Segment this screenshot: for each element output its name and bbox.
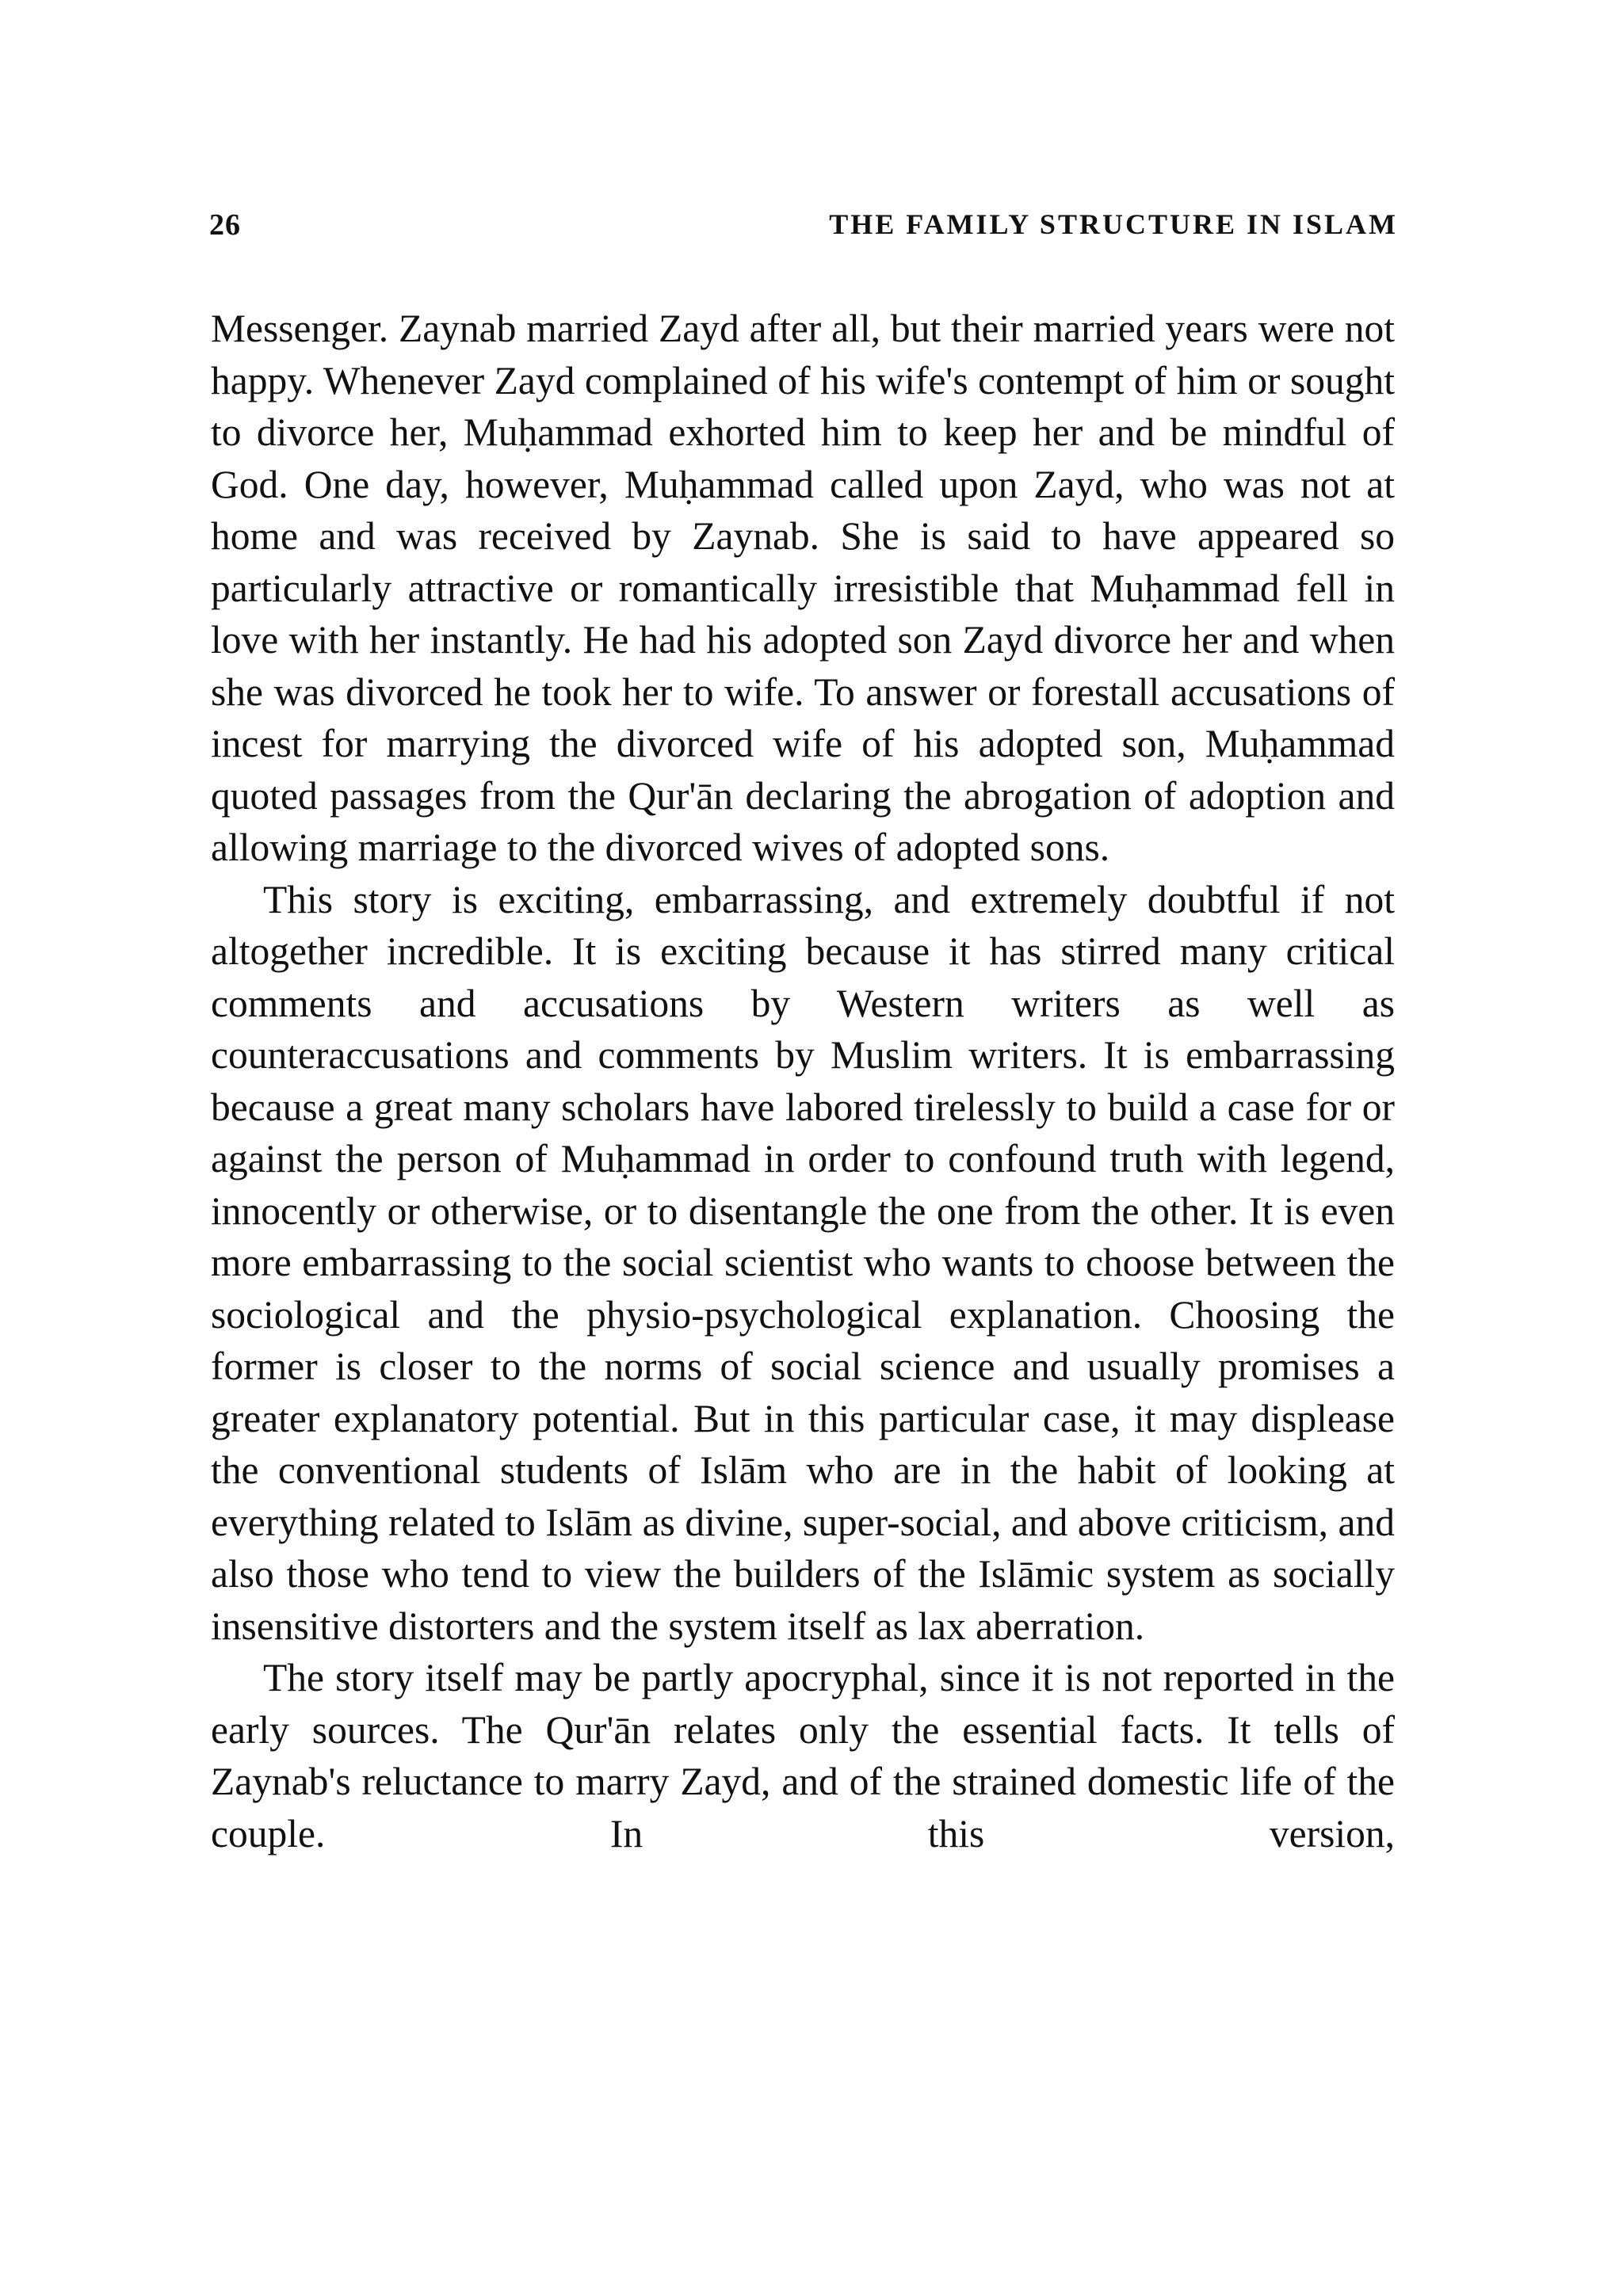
body-text	[211, 303, 1395, 1859]
running-title: THE FAMILY STRUCTURE IN ISLAM	[829, 208, 1398, 240]
paragraph-2: This story is exciting, embarrassing, and extremely doubtful if not altogether incredible. It is exciting because it has stirred many critical comments and accusations by Western writers as well as counteraccusations and comments by Muslim writers. It is embarrassing because a great many scholars have labored tirelessly to build a case for or against the person of Muḥammad in order to confound truth with legend, innocently or otherwise, or to disentangle the one from the other. It is even more embarrassing to the social scientist who wants to choose between the sociological and the physio-psychological explanation. Choosing the former is closer to the norms of social science and usually promises a greater explanatory potential. But in this particular case, it may displease the conventional students of Islām who are in the habit of looking at everything related to Islām as divine, super-social, and above criticism, and also those who tend to view the builders of the Islāmic system as socially insensitive distorters and the system itself as lax aberration.	[211, 877, 1395, 1648]
paragraph-1: Messenger. Zaynab married Zayd after all, but their married years were not happy. Whenever Zayd complained of his wife's contempt of him or sought to divorce her, Muḥammad exhorted him to keep her and be mindful of God. One day, however, Muḥammad called upon Zayd, who was not at home and was received by Zaynab. She is said to have appeared so particularly attractive or romantically irresistible that Muḥammad fell in love with her instantly. He had his adopted son Zayd divorce her and when she was divorced he took her to wife. To answer or forestall accusations of incest for marrying the divorced wife of his adopted son, Muḥammad quoted passages from the Qur'ān declaring the abrogation of adoption and allowing marriage to the divorced wives of adopted sons.	[211, 307, 1395, 869]
running-head	[209, 208, 1398, 255]
page-number: 26	[209, 208, 241, 242]
paragraph-3: The story itself may be partly apocryphal, since it is not reported in the early sources. The Qur'ān relates only the essential facts. It tells of Zaynab's reluctance to marry Zayd, and of the strained domestic life of the couple. In this version,	[211, 1656, 1395, 1855]
